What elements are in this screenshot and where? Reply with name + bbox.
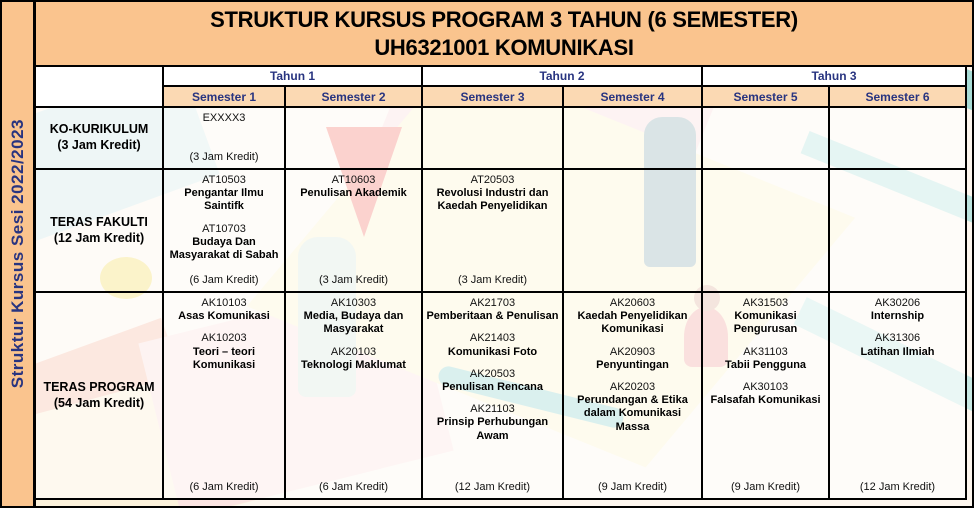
semester-header: Semester 5 xyxy=(703,87,830,108)
course-entry xyxy=(705,297,826,337)
session-sidebar xyxy=(2,2,36,506)
title-block xyxy=(36,2,972,67)
row-header-title: TERAS PROGRAM xyxy=(43,379,155,394)
course-cell xyxy=(830,170,967,293)
credit-label: (3 Jam Kredit) xyxy=(457,273,528,286)
semester-header: Semester 3 xyxy=(423,87,564,108)
course-name: Komunikasi Pengurusan xyxy=(733,310,798,336)
course-name: Revolusi Industri dan Kaedah Penyelidikan xyxy=(436,187,549,213)
course-cell xyxy=(830,293,967,500)
course-code: AT20503 xyxy=(470,174,515,186)
course-list xyxy=(705,173,826,287)
credit-label: (6 Jam Kredit) xyxy=(318,480,389,493)
course-name: Teori – teori Komunikasi xyxy=(192,345,256,371)
course-entry xyxy=(288,297,419,337)
course-name: Asas Komunikasi xyxy=(178,310,270,323)
session-label: Struktur Kursus Sesi 2022/2023 xyxy=(7,119,27,389)
course-cell xyxy=(286,170,423,293)
course-name: Budaya Dan Masyarakat di Sabah xyxy=(169,235,279,261)
row-header-credit: (3 Jam Kredit) xyxy=(57,138,141,152)
semester-header: Semester 2 xyxy=(286,87,423,108)
table-area xyxy=(36,67,972,506)
course-timetable xyxy=(36,67,972,500)
course-code: AK10203 xyxy=(201,332,247,345)
credit-label: (12 Jam Kredit) xyxy=(859,480,936,493)
credit-label: (6 Jam Kredit) xyxy=(189,480,259,493)
course-list xyxy=(832,173,963,287)
course-code: AK20203 xyxy=(609,380,656,393)
credit-label: (9 Jam Kredit) xyxy=(730,480,801,493)
semester-header: Semester 6 xyxy=(830,87,967,108)
course-entry xyxy=(166,174,282,214)
course-cell xyxy=(703,293,830,500)
course-cell xyxy=(564,108,703,170)
year-header: Tahun 1 xyxy=(164,67,423,87)
course-name: Falsafah Komunikasi xyxy=(710,394,821,407)
course-name: Perundangan & Etika dalam Komunikasi Massa xyxy=(577,394,688,433)
course-name: Pengantar Ilmu Saintifk xyxy=(184,187,264,213)
course-code: AK31103 xyxy=(743,345,788,358)
course-cell xyxy=(423,293,564,500)
course-code: AK10103 xyxy=(201,297,247,309)
credit-label: (6 Jam Kredit) xyxy=(189,273,259,286)
course-list xyxy=(705,296,826,479)
course-code: AK31503 xyxy=(742,297,789,309)
course-code: AK10303 xyxy=(330,297,377,309)
course-code: AK20903 xyxy=(609,345,656,358)
course-name: Prinsip Perhubungan Awam xyxy=(436,416,549,442)
course-name: Internship xyxy=(870,310,925,323)
credit-label: (9 Jam Kredit) xyxy=(597,480,668,493)
course-name: Penulisan Akademik xyxy=(300,187,407,200)
course-list xyxy=(566,173,699,287)
course-entry xyxy=(832,297,963,323)
course-entry xyxy=(425,403,560,443)
course-code: AK31306 xyxy=(874,332,921,345)
year-header: Tahun 2 xyxy=(423,67,703,87)
course-code: AT10503 xyxy=(202,174,246,186)
row-header-credit: (54 Jam Kredit) xyxy=(53,395,145,410)
course-name: Komunikasi Foto xyxy=(447,345,538,358)
course-entry xyxy=(425,297,560,323)
course-cell xyxy=(164,108,286,170)
course-list xyxy=(288,111,419,164)
course-code: AT10703 xyxy=(202,222,246,235)
course-list xyxy=(288,173,419,272)
course-list xyxy=(832,111,963,164)
course-list xyxy=(425,111,560,164)
course-entry xyxy=(425,332,560,358)
course-entry xyxy=(166,112,282,125)
course-name: Tabii Pengguna xyxy=(724,358,807,371)
course-entry xyxy=(566,297,699,337)
course-cell xyxy=(164,293,286,500)
credit-label: (12 Jam Kredit) xyxy=(454,480,531,493)
course-code: AT10603 xyxy=(331,174,376,186)
course-name: Latihan Ilmiah xyxy=(860,345,935,358)
course-cell xyxy=(703,108,830,170)
course-code: AK20103 xyxy=(330,345,377,358)
course-name: Media, Budaya dan Masyarakat xyxy=(303,310,404,336)
course-cell xyxy=(564,293,703,500)
course-entry xyxy=(425,368,560,394)
credit-label: (3 Jam Kredit) xyxy=(189,150,259,163)
course-list xyxy=(425,296,560,479)
course-code: AK21103 xyxy=(470,403,515,416)
course-code: AK30103 xyxy=(742,380,789,393)
course-entry xyxy=(832,332,963,358)
course-entry xyxy=(566,381,699,434)
course-entry xyxy=(566,346,699,372)
course-cell xyxy=(830,108,967,170)
course-code: AK20503 xyxy=(469,367,516,380)
course-cell xyxy=(423,108,564,170)
course-list xyxy=(166,173,282,272)
course-code: AK20603 xyxy=(609,297,656,309)
course-entry xyxy=(288,346,419,372)
course-list xyxy=(566,296,699,479)
course-entry xyxy=(166,332,282,372)
course-list xyxy=(166,111,282,149)
course-entry xyxy=(705,346,826,372)
course-entry xyxy=(705,381,826,407)
course-code: AK21703 xyxy=(469,297,516,309)
row-header-title: TERAS FAKULTI xyxy=(50,214,148,229)
corner-cell xyxy=(36,67,164,108)
course-entry xyxy=(166,223,282,263)
course-cell xyxy=(703,170,830,293)
course-list xyxy=(566,111,699,164)
course-entry xyxy=(425,174,560,214)
course-list xyxy=(832,296,963,479)
year-header: Tahun 3 xyxy=(703,67,967,87)
course-cell xyxy=(423,170,564,293)
credit-label: (3 Jam Kredit) xyxy=(318,273,389,286)
semester-header: Semester 1 xyxy=(164,87,286,108)
row-header xyxy=(36,170,164,293)
course-code: AK21403 xyxy=(469,332,516,345)
course-code: AK30206 xyxy=(874,297,921,309)
course-cell xyxy=(564,170,703,293)
page-title-line1: STRUKTUR KURSUS PROGRAM 3 TAHUN (6 SEMESTER) xyxy=(210,6,798,32)
course-list xyxy=(425,173,560,272)
course-name: Kaedah Penyelidikan Komunikasi xyxy=(577,310,688,336)
course-cell xyxy=(286,108,423,170)
course-cell xyxy=(164,170,286,293)
course-list xyxy=(705,111,826,164)
main-panel xyxy=(36,2,972,506)
course-name: Pemberitaan & Penulisan xyxy=(426,310,559,323)
row-header xyxy=(36,293,164,500)
semester-header: Semester 4 xyxy=(564,87,703,108)
row-header-title: KO-KURIKULUM xyxy=(49,122,149,137)
row-header-credit: (12 Jam Kredit) xyxy=(53,230,145,245)
course-name: Penulisan Rencana xyxy=(442,380,543,393)
course-cell xyxy=(286,293,423,500)
course-name: Penyuntingan xyxy=(596,358,669,371)
course-code: EXXXX3 xyxy=(202,112,246,124)
course-name: Teknologi Maklumat xyxy=(301,358,406,371)
course-list xyxy=(288,296,419,479)
course-list xyxy=(166,296,282,479)
row-header xyxy=(36,108,164,170)
page-title-line2: UH6321001 KOMUNIKASI xyxy=(374,34,634,60)
course-entry xyxy=(288,174,419,200)
course-entry xyxy=(166,297,282,323)
